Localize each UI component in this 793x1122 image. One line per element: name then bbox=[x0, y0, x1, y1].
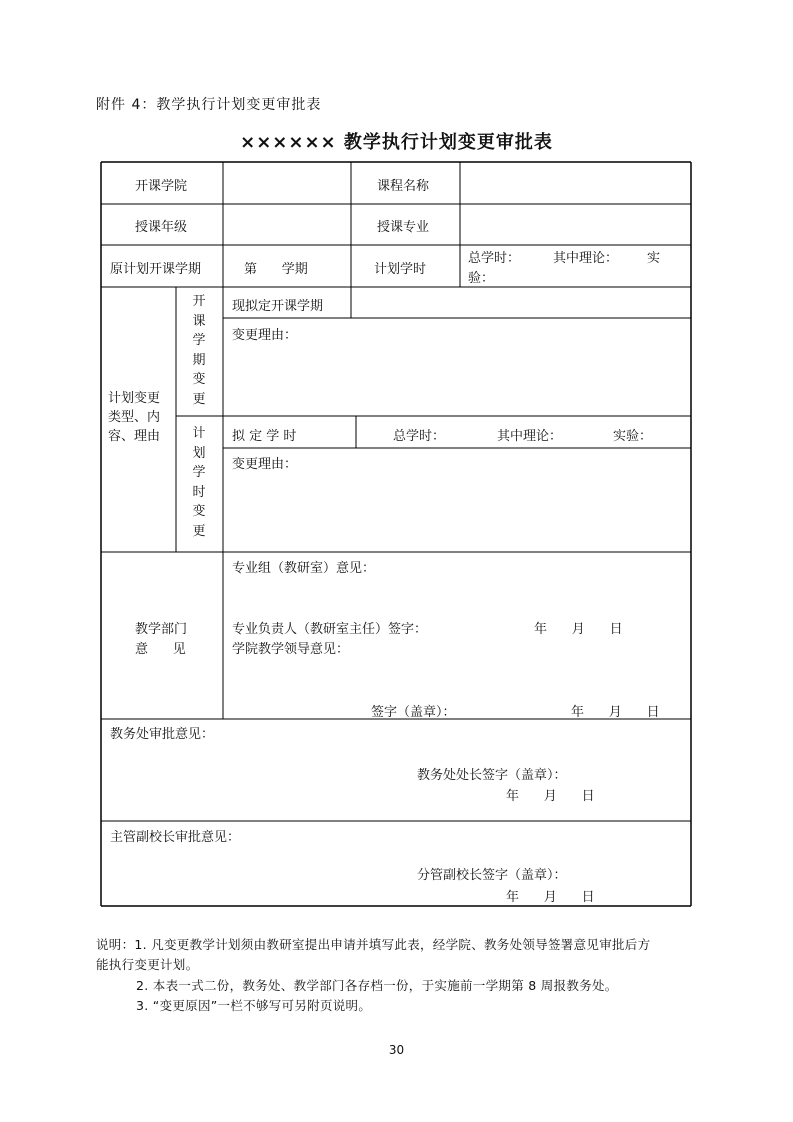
hours-detail-line1: 总学时： 其中理论： 实 bbox=[468, 251, 660, 266]
date-1: 年 月 日 bbox=[534, 622, 623, 637]
vice-president-signature: 分管副校长签字（盖章）： bbox=[417, 868, 567, 883]
college-label: 开课学院 bbox=[135, 179, 188, 194]
major-label: 授课专业 bbox=[377, 220, 430, 235]
major-head-signature: 专业负责人（教研室主任）签字： bbox=[232, 622, 428, 637]
change-reason-label: 变更理由： bbox=[232, 328, 298, 343]
total-hours-label: 总学时： bbox=[393, 429, 446, 444]
dept-opinion-label-line2: 意 见 bbox=[135, 642, 186, 657]
proposed-hours-label: 拟 定 学 时 bbox=[232, 429, 297, 444]
planned-hours-label: 计划学时 bbox=[374, 262, 427, 277]
dept-opinion-label-line1: 教学部门 bbox=[135, 622, 188, 637]
vice-president-opinion: 主管副校长审批意见： bbox=[110, 830, 241, 845]
hours-change-label: 计划学时变更 bbox=[192, 426, 206, 539]
change-type-label: 计划变更类型、内容、理由 bbox=[108, 391, 161, 444]
note-line-4: 3. “变更原因”一栏不够写可另附页说明。 bbox=[136, 998, 372, 1013]
attachment-label: 附件 4：教学执行计划变更审批表 bbox=[96, 97, 322, 113]
course-name-label: 课程名称 bbox=[377, 179, 430, 194]
semester-value: 第 学期 bbox=[244, 262, 308, 277]
semester-change-label: 开课学期变更 bbox=[192, 294, 206, 407]
sign-seal-1: 签字（盖章）： bbox=[371, 705, 456, 720]
grade-label: 授课年级 bbox=[135, 220, 188, 235]
proposed-semester-label: 现拟定开课学期 bbox=[232, 299, 324, 314]
date-4: 年 月 日 bbox=[506, 890, 595, 905]
date-2: 年 月 日 bbox=[571, 705, 660, 720]
theory-hours-label: 其中理论： bbox=[497, 429, 563, 444]
college-leader-opinion: 学院教学领导意见： bbox=[232, 642, 350, 657]
lab-hours-label: 实验： bbox=[613, 429, 653, 444]
note-line-3: 2. 本表一式二份，教务处、教学部门各存档一份，于实施前一学期第 8 周报教务处。 bbox=[136, 978, 618, 993]
note-line-2: 能执行变更计划。 bbox=[96, 957, 199, 972]
note-line-1: 说明：1. 凡变更教学计划须由教研室提出申请并填写此表，经学院、教务处领导签署意见审批后方 bbox=[96, 937, 651, 952]
page-number: 30 bbox=[388, 1043, 405, 1057]
hours-detail-line2: 验： bbox=[468, 271, 495, 286]
teaching-group-opinion: 专业组（教研室）意见： bbox=[232, 561, 376, 576]
academic-affairs-opinion: 教务处审批意见： bbox=[110, 727, 215, 742]
form-title: ×××××× 教学执行计划变更审批表 bbox=[240, 132, 553, 153]
academic-director-signature: 教务处处长签字（盖章）： bbox=[417, 768, 567, 783]
date-3: 年 月 日 bbox=[506, 789, 595, 804]
original-semester-label: 原计划开课学期 bbox=[110, 262, 202, 277]
change-reason-label-2: 变更理由： bbox=[232, 457, 298, 472]
